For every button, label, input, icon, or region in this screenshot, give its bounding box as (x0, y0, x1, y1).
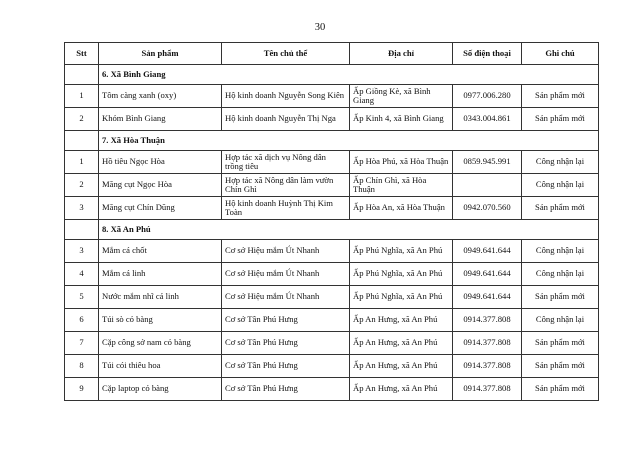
cell-note: Công nhận lại (522, 151, 599, 174)
table-row (65, 85, 599, 108)
table-row (65, 378, 599, 401)
cell-owner: Cơ sở Tân Phú Hưng (222, 378, 350, 401)
cell-phone (453, 174, 522, 197)
cell-note: Công nhận lại (522, 263, 599, 286)
cell-note: Công nhận lại (522, 174, 599, 197)
cell-product: Măng cụt Ngọc Hòa (99, 174, 222, 197)
header-owner: Tên chủ thể (222, 43, 350, 65)
cell-note: Sản phẩm mới (522, 108, 599, 131)
table-row (65, 240, 599, 263)
cell-owner: Cơ sở Tân Phú Hưng (222, 355, 350, 378)
cell-address: Ấp Giồng Kè, xã Bình Giang (350, 85, 453, 108)
cell-phone: 0914.377.808 (453, 378, 522, 401)
cell-note: Công nhận lại (522, 309, 599, 332)
cell-note: Sản phẩm mới (522, 197, 599, 220)
table-row (65, 332, 599, 355)
cell-stt: 1 (65, 151, 99, 174)
cell-address: Ấp Kinh 4, xã Bình Giang (350, 108, 453, 131)
page-number: 30 (314, 22, 326, 33)
cell-owner: Hợp tác xã Nông dân làm vườn Chín Ghì (222, 174, 350, 197)
header-note: Ghi chú (522, 43, 599, 65)
cell-note: Sản phẩm mới (522, 85, 599, 108)
header-stt: Stt (65, 43, 99, 65)
cell-phone: 0942.070.560 (453, 197, 522, 220)
cell-phone: 0949.641.644 (453, 263, 522, 286)
table-row (65, 309, 599, 332)
cell-address: Ấp Phú Nghĩa, xã An Phú (350, 263, 453, 286)
cell-phone: 0343.004.861 (453, 108, 522, 131)
cell-address: Ấp Hòa An, xã Hòa Thuận (350, 197, 453, 220)
cell-stt: 5 (65, 286, 99, 309)
table-row (65, 174, 599, 197)
cell-stt: 3 (65, 197, 99, 220)
cell-product: Hồ tiêu Ngọc Hòa (99, 151, 222, 174)
section-row (65, 220, 599, 240)
cell-stt: 3 (65, 240, 99, 263)
section-title: 8. Xã An Phú (99, 220, 599, 240)
cell-address: Ấp An Hưng, xã An Phú (350, 378, 453, 401)
table-row (65, 197, 599, 220)
cell-product: Măng cụt Chín Dũng (99, 197, 222, 220)
cell-stt: 9 (65, 378, 99, 401)
section-stt-cell (65, 131, 99, 151)
cell-owner: Cơ sở Tân Phú Hưng (222, 332, 350, 355)
section-row (65, 131, 599, 151)
table-row (65, 286, 599, 309)
cell-owner: Cơ sở Hiệu mắm Út Nhanh (222, 240, 350, 263)
cell-stt: 2 (65, 108, 99, 131)
cell-phone: 0914.377.808 (453, 309, 522, 332)
cell-note: Sản phẩm mới (522, 355, 599, 378)
cell-product: Túi sò cỏ bàng (99, 309, 222, 332)
cell-owner: Cơ sở Hiệu mắm Út Nhanh (222, 263, 350, 286)
cell-stt: 1 (65, 85, 99, 108)
cell-product: Khóm Bình Giang (99, 108, 222, 131)
cell-stt: 2 (65, 174, 99, 197)
cell-phone: 0914.377.808 (453, 332, 522, 355)
cell-stt: 4 (65, 263, 99, 286)
cell-product: Nước mắm nhĩ cá linh (99, 286, 222, 309)
cell-owner: Cơ sở Hiệu mắm Út Nhanh (222, 286, 350, 309)
cell-note: Sản phẩm mới (522, 332, 599, 355)
cell-phone: 0914.377.808 (453, 355, 522, 378)
cell-phone: 0859.945.991 (453, 151, 522, 174)
section-title: 7. Xã Hòa Thuận (99, 131, 599, 151)
cell-product: Mắm cá linh (99, 263, 222, 286)
cell-owner: Hộ kinh doanh Nguyễn Thị Nga (222, 108, 350, 131)
cell-note: Sản phẩm mới (522, 378, 599, 401)
table-row (65, 108, 599, 131)
cell-address: Ấp Phú Nghĩa, xã An Phú (350, 240, 453, 263)
cell-note: Sản phẩm mới (522, 286, 599, 309)
section-stt-cell (65, 65, 99, 85)
cell-stt: 7 (65, 332, 99, 355)
header-address: Địa chỉ (350, 43, 453, 65)
header-product: Sản phẩm (99, 43, 222, 65)
cell-product: Túi cói thiêu hoa (99, 355, 222, 378)
cell-address: Ấp Chín Ghì, xã Hòa Thuận (350, 174, 453, 197)
cell-owner: Hợp tác xã dịch vụ Nông dân trồng tiêu (222, 151, 350, 174)
cell-address: Ấp Hòa Phú, xã Hòa Thuận (350, 151, 453, 174)
cell-address: Ấp An Hưng, xã An Phú (350, 332, 453, 355)
cell-product: Cặp laptop cỏ bàng (99, 378, 222, 401)
cell-owner: Hộ kinh doanh Huỳnh Thị Kim Toàn (222, 197, 350, 220)
cell-stt: 6 (65, 309, 99, 332)
cell-phone: 0949.641.644 (453, 240, 522, 263)
cell-product: Cặp công sở nam cỏ bàng (99, 332, 222, 355)
cell-owner: Cơ sở Tân Phú Hưng (222, 309, 350, 332)
table-row (65, 355, 599, 378)
cell-address: Ấp An Hưng, xã An Phú (350, 355, 453, 378)
table-row (65, 263, 599, 286)
cell-stt: 8 (65, 355, 99, 378)
table-header-row (65, 43, 599, 65)
cell-address: Ấp Phú Nghĩa, xã An Phú (350, 286, 453, 309)
section-stt-cell (65, 220, 99, 240)
header-phone: Số điện thoại (453, 43, 522, 65)
cell-address: Ấp An Hưng, xã An Phú (350, 309, 453, 332)
section-title: 6. Xã Bình Giang (99, 65, 599, 85)
cell-note: Công nhận lại (522, 240, 599, 263)
cell-product: Tôm càng xanh (oxy) (99, 85, 222, 108)
section-row (65, 65, 599, 85)
cell-phone: 0977.006.280 (453, 85, 522, 108)
cell-product: Mắm cá chốt (99, 240, 222, 263)
table-row (65, 151, 599, 174)
cell-owner: Hộ kinh doanh Nguyễn Song Kiên (222, 85, 350, 108)
table-body (65, 65, 599, 401)
product-table (64, 42, 599, 401)
cell-phone: 0949.641.644 (453, 286, 522, 309)
